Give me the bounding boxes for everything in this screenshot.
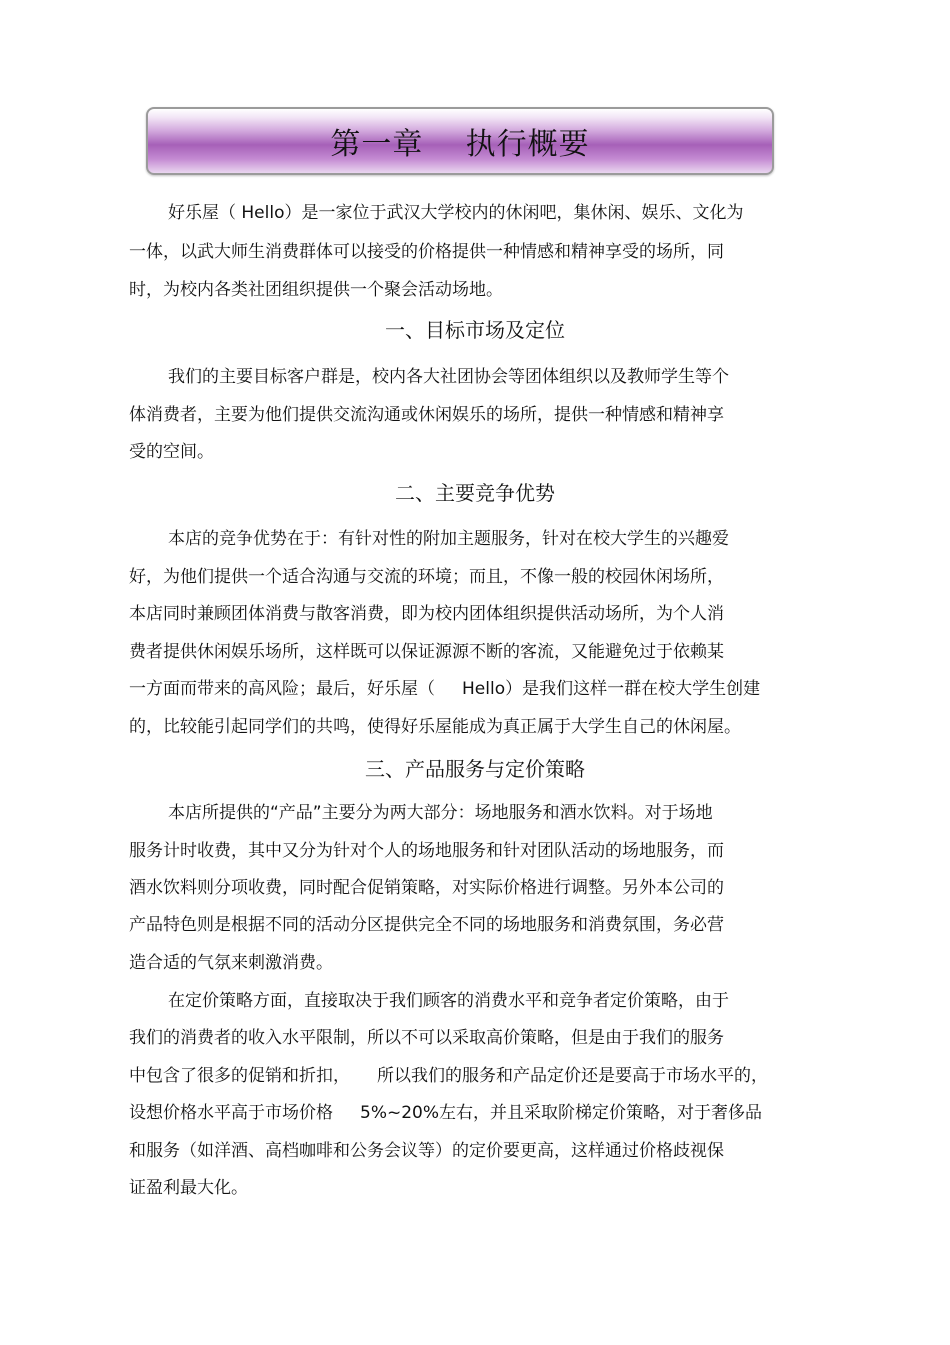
- section-line: 中包含了很多的促销和折扣， 所以我们的服务和产品定价还是要高于市场水平的，: [129, 1066, 769, 1086]
- section-line: 好，为他们提供一个适合沟通与交流的环境；而且，不像一般的校园休闲场所，: [129, 567, 724, 587]
- section-line: 受的空间。: [129, 442, 214, 462]
- section-line: 我们的消费者的收入水平限制，所以不可以采取高价策略，但是由于我们的服务: [129, 1028, 724, 1048]
- section-heading-target-market: 一、目标市场及定位: [385, 318, 565, 342]
- intro-line: 一体，以武大师生消费群体可以接受的价格提供一种情感和精神享受的场所，同: [129, 242, 724, 262]
- section-line: 证盈利最大化。: [129, 1178, 248, 1198]
- section-heading-competitive-advantage: 二、主要竞争优势: [395, 481, 555, 505]
- chapter-title-banner: [146, 107, 774, 175]
- section-line: 体消费者，主要为他们提供交流沟通或休闲娱乐的场所，提供一种情感和精神享: [129, 405, 724, 425]
- section-line: 酒水饮料则分项收费，同时配合促销策略，对实际价格进行调整。另外本公司的: [129, 878, 724, 898]
- section-line: 费者提供休闲娱乐场所，这样既可以保证源源不断的客流，又能避免过于依赖某: [129, 642, 724, 662]
- section-line: 在定价策略方面，直接取决于我们顾客的消费水平和竞争者定价策略，由于: [168, 991, 729, 1011]
- section-line: 和服务（如洋酒、高档咖啡和公务会议等）的定价要更高，这样通过价格歧视保: [129, 1141, 724, 1161]
- section-line: 一方面而带来的高风险；最后，好乐屋（ Hello）是我们这样一群在校大学生创建: [129, 679, 761, 699]
- section-heading-product-pricing: 三、产品服务与定价策略: [365, 757, 585, 781]
- section-line: 设想价格水平高于市场价格 5%~20%左右，并且采取阶梯定价策略，对于奢侈品: [129, 1103, 763, 1123]
- intro-line: 好乐屋（ Hello）是一家位于武汉大学校内的休闲吧，集休闲、娱乐、文化为: [168, 203, 744, 223]
- section-line: 造合适的气氛来刺激消费。: [129, 953, 333, 973]
- section-line: 本店所提供的“产品”主要分为两大部分：场地服务和酒水饮料。对于场地: [168, 803, 713, 823]
- section-line: 本店的竞争优势在于：有针对性的附加主题服务，针对在校大学生的兴趣爱: [168, 529, 729, 549]
- intro-line: 时，为校内各类社团组织提供一个聚会活动场地。: [129, 280, 503, 300]
- section-line: 本店同时兼顾团体消费与散客消费，即为校内团体组织提供活动场所，为个人消: [129, 604, 724, 624]
- section-line: 产品特色则是根据不同的活动分区提供完全不同的场地服务和消费氛围，务必营: [129, 915, 724, 935]
- section-line: 服务计时收费，其中又分为针对个人的场地服务和针对团队活动的场地服务，而: [129, 841, 724, 861]
- section-line: 的，比较能引起同学们的共鸣，使得好乐屋能成为真正属于大学生自己的休闲屋。: [129, 717, 741, 737]
- chapter-title: 第一章 执行概要: [330, 127, 590, 162]
- section-line: 我们的主要目标客户群是，校内各大社团协会等团体组织以及教师学生等个: [168, 367, 729, 387]
